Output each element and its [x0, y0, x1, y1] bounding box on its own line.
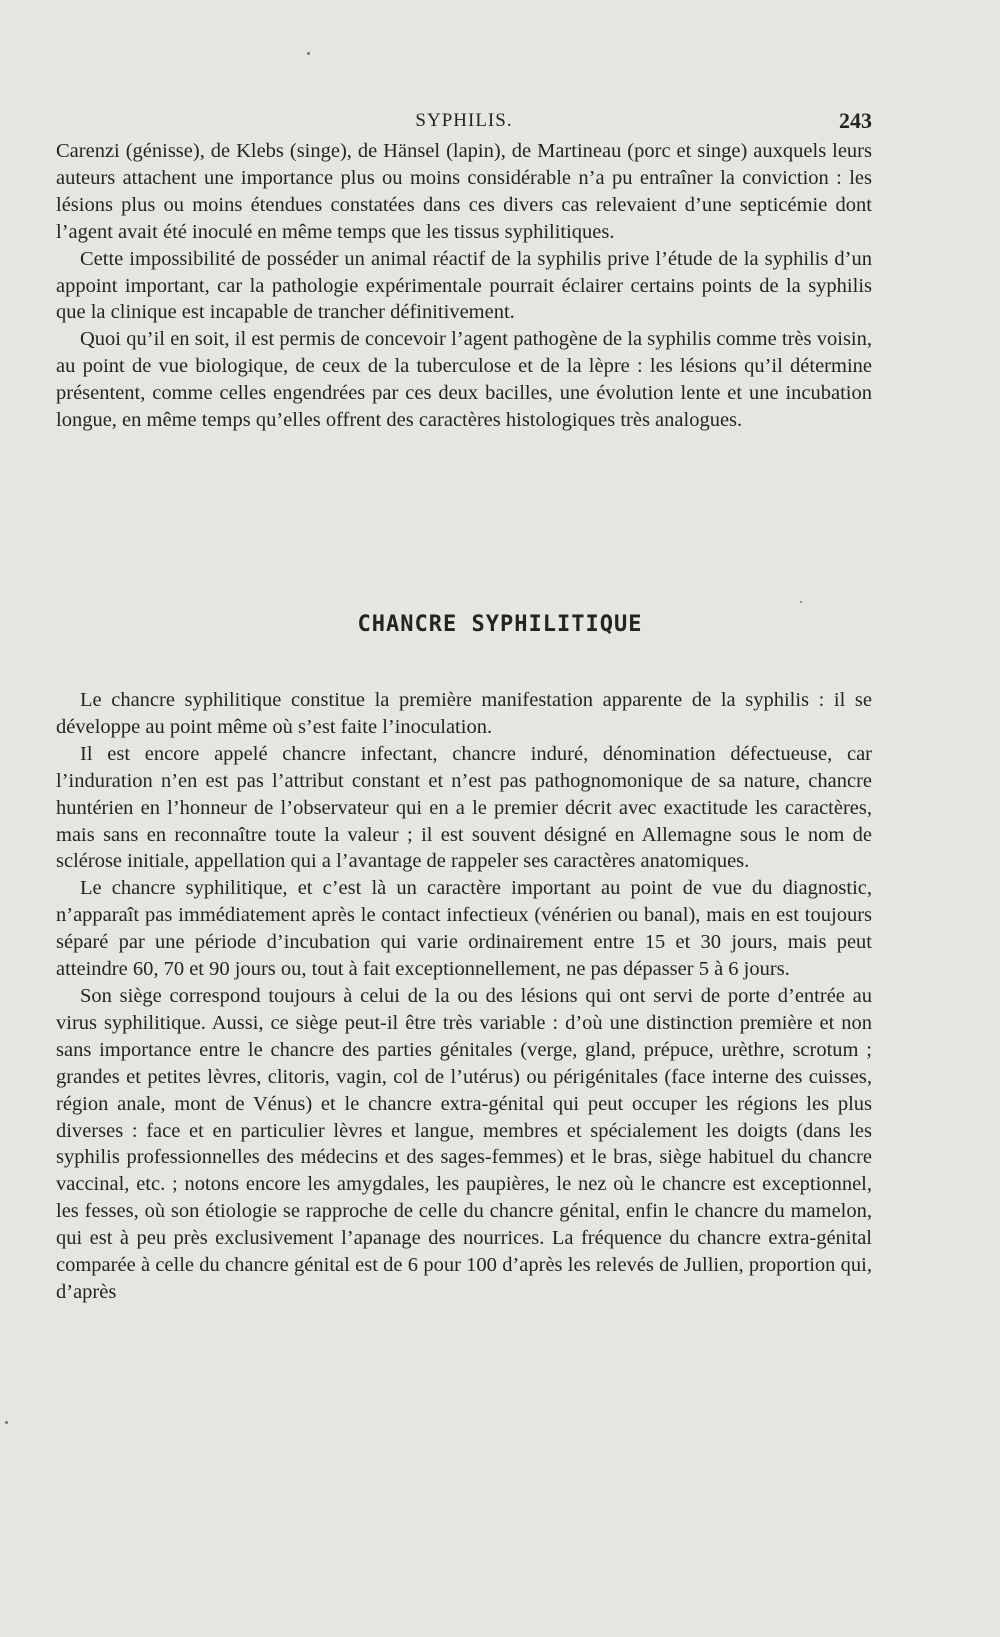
section-heading: CHANCRE SYPHILITIQUE [357, 612, 643, 637]
page-number: 243 [839, 108, 872, 133]
body-text-top [56, 138, 872, 434]
paper-speck [307, 52, 310, 55]
body-text-bottom [56, 687, 872, 1306]
paragraph: Le chancre syphilitique constitue la première manifestation apparente de la syphilis : il se développe au point même où s’est faite l’inoculation. [56, 689, 872, 738]
paragraph: Cette impossibilité de posséder un animal réactif de la syphilis prive l’étude de la syphilis d’un appoint important, car la pathologie expérimentale pourrait éclairer certains points de la syphilis que la clinique est incapable de trancher définitivement. [56, 247, 872, 324]
running-title: SYPHILIS. [415, 110, 513, 131]
paragraph: Le chancre syphilitique, et c’est là un caractère important au point de vue du diagnostic, n’apparaît pas immédiatement après le contact infectieux (vénérien ou banal), mais en est toujours séparé par une période d’incubation qui varie ordinairement entre 15 et 30 jours, mais peut atteindre 60, 70 et 90 jours ou, tout à fait exceptionnellement, ne pas dépasser 5 à 6 jours. [56, 877, 872, 981]
paragraph: Il est encore appelé chancre infectant, chancre induré, dénomination défectueuse, car l’induration n’en est pas l’attribut constant et n’est pas pathognomonique de sa nature, chancre huntérien en l’honneur de l’observateur qui en a le premier décrit avec exactitude les caractères, mais sans en reconnaître toute la valeur ; il est souvent désigné en Allemagne sous le nom de sclérose initiale, appellation qui a l’avantage de rappeler ses caractères anatomiques. [56, 742, 872, 873]
running-head [56, 106, 872, 136]
paragraph: Son siège correspond toujours à celui de la ou des lésions qui ont servi de porte d’entrée au virus syphilitique. Aussi, ce siège peut-il être très variable : d’où une distinction première et non sans importance entre le chancre des parties génitales (verge, gland, prépuce, urèthre, scrotum ; grandes et petites lèvres, clitoris, vagin, col de l’utérus) ou périgénitales (face interne des cuisses, région anale, mont de Vénus) et le chancre extra-génital qui peut occuper les régions les plus diverses : face et en particulier lèvres et langue, membres et spécialement les doigts (dans les syphilis professionnelles des médecins et des sages-femmes) et le bras, siège habituel du chancre vaccinal, etc. ; notons encore les amygdales, les paupières, le nez où le chancre est exceptionnel, les fesses, où son étiologie se rapproche de celle du chancre génital, enfin le chancre du mamelon, qui est à peu près exclusivement l’apanage des nourrices. La fréquence du chancre extra-génital comparée à celle du chancre génital est de 6 pour 100 d’après les relevés de Jullien, proportion qui, d’après [56, 984, 872, 1303]
paper-speck [800, 601, 802, 603]
paper-speck [5, 1421, 8, 1424]
paragraph: Quoi qu’il en soit, il est permis de concevoir l’agent pathogène de la syphilis comme très voisin, au point de vue biologique, de ceux de la tuberculose et de la lèpre : les lésions qu’il détermine présentent, comme celles engendrées par ces deux bacilles, une évolution lente et une incubation longue, en même temps qu’elles offrent des caractères histologiques très analogues. [56, 328, 872, 432]
paragraph-continuation: Carenzi (génisse), de Klebs (singe), de Hänsel (lapin), de Martineau (porc et singe) auxquels leurs auteurs attachent une importance plus ou moins considérable n’a pu entraîner la conviction : les lésions plus ou moins étendues constatées dans ces divers cas relevaient d’une septicémie dont l’agent avait été inoculé en même temps que les tissus syphilitiques. [56, 140, 872, 243]
